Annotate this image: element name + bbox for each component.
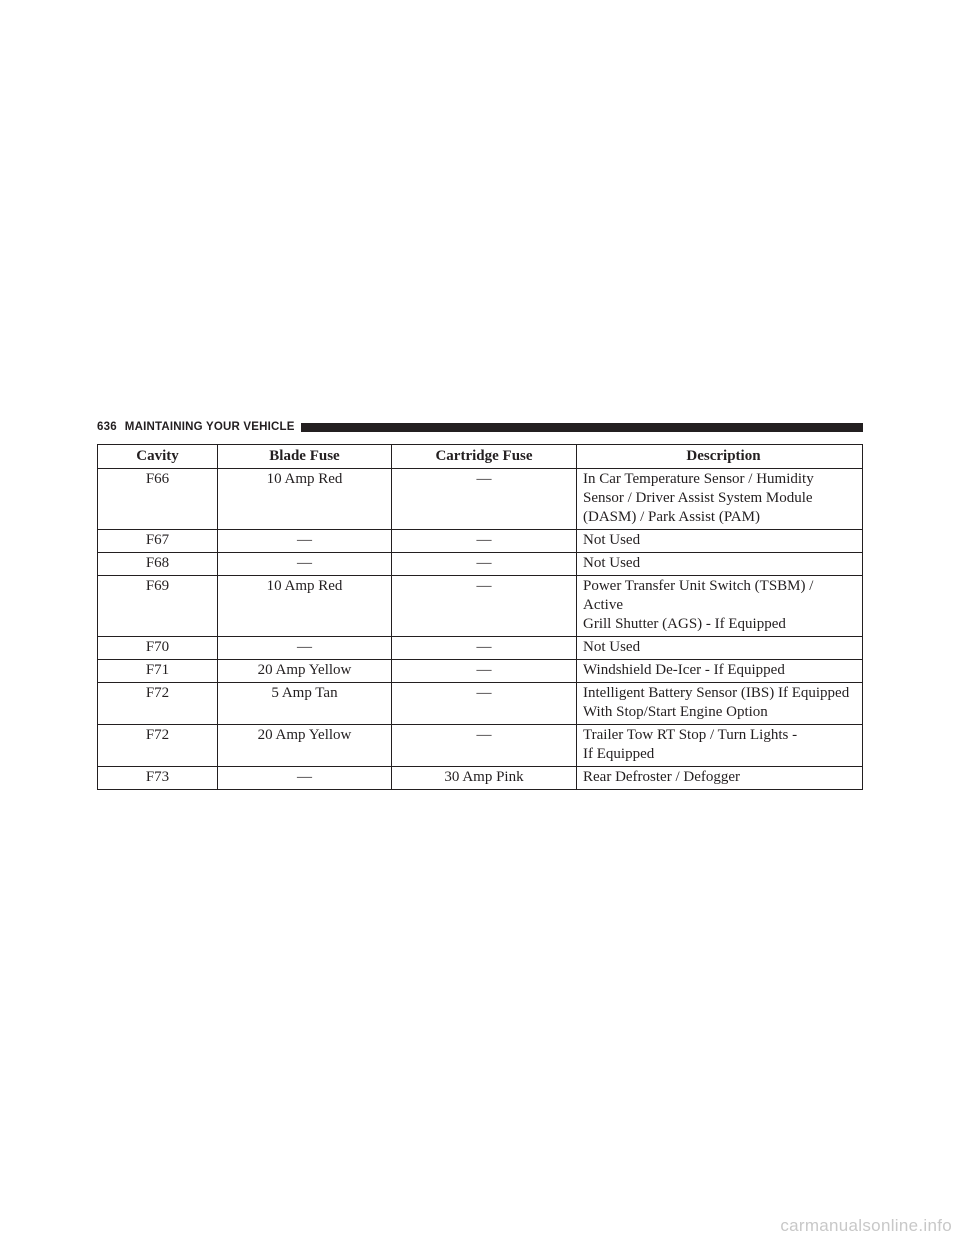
description-line: Trailer Tow RT Stop / Turn Lights - — [583, 727, 798, 743]
page-number: 636 — [97, 421, 117, 433]
cell-blade-fuse: — — [218, 767, 392, 790]
cell-description — [577, 576, 863, 637]
cell-description — [577, 637, 863, 660]
description-line: Intelligent Battery Sensor (IBS) If Equipped — [583, 685, 850, 701]
column-header-cartridge-fuse: Cartridge Fuse — [392, 445, 577, 469]
cell-cavity: F73 — [98, 767, 218, 790]
page-header — [97, 419, 863, 435]
table-row — [98, 683, 863, 725]
fuse-table-body — [98, 469, 863, 790]
header-rule — [301, 423, 863, 432]
description-line: In Car Temperature Sensor / Humidity — [583, 471, 814, 487]
description-line: Power Transfer Unit Switch (TSBM) / Active — [583, 578, 814, 613]
description-line: (DASM) / Park Assist (PAM) — [583, 509, 760, 525]
cell-description — [577, 683, 863, 725]
cell-cavity: F72 — [98, 725, 218, 767]
cell-cartridge-fuse: — — [392, 469, 577, 530]
table-row — [98, 767, 863, 790]
cell-cartridge-fuse: — — [392, 637, 577, 660]
cell-description — [577, 725, 863, 767]
fuse-table — [97, 444, 863, 790]
cell-blade-fuse: 20 Amp Yellow — [218, 660, 392, 683]
cell-cavity: F70 — [98, 637, 218, 660]
section-title: MAINTAINING YOUR VEHICLE — [124, 421, 295, 433]
description-line: Not Used — [583, 639, 641, 655]
table-row — [98, 637, 863, 660]
table-header-row — [98, 445, 863, 469]
cell-cartridge-fuse: — — [392, 683, 577, 725]
cell-blade-fuse: — — [218, 637, 392, 660]
cell-cartridge-fuse: 30 Amp Pink — [392, 767, 577, 790]
column-header-blade-fuse: Blade Fuse — [218, 445, 392, 469]
cell-cartridge-fuse: — — [392, 725, 577, 767]
cell-cavity: F68 — [98, 553, 218, 576]
cell-cavity: F72 — [98, 683, 218, 725]
cell-cavity: F66 — [98, 469, 218, 530]
table-row — [98, 530, 863, 553]
description-line: Sensor / Driver Assist System Module — [583, 490, 813, 506]
cell-cartridge-fuse: — — [392, 553, 577, 576]
cell-blade-fuse: — — [218, 530, 392, 553]
cell-cartridge-fuse: — — [392, 530, 577, 553]
cell-description — [577, 530, 863, 553]
column-header-description: Description — [577, 445, 863, 469]
cell-cavity: F67 — [98, 530, 218, 553]
description-line: Grill Shutter (AGS) - If Equipped — [583, 616, 786, 632]
cell-description — [577, 767, 863, 790]
cell-blade-fuse: — — [218, 553, 392, 576]
cell-description — [577, 469, 863, 530]
cell-cartridge-fuse: — — [392, 660, 577, 683]
cell-description — [577, 660, 863, 683]
description-line: With Stop/Start Engine Option — [583, 704, 768, 720]
description-line: Not Used — [583, 555, 641, 571]
cell-description — [577, 553, 863, 576]
table-row — [98, 553, 863, 576]
cell-cavity: F71 — [98, 660, 218, 683]
column-header-cavity: Cavity — [98, 445, 218, 469]
table-row — [98, 660, 863, 683]
cell-blade-fuse: 10 Amp Red — [218, 469, 392, 530]
cell-blade-fuse: 10 Amp Red — [218, 576, 392, 637]
cell-cartridge-fuse: — — [392, 576, 577, 637]
description-line: Windshield De-Icer - If Equipped — [583, 662, 785, 678]
cell-cavity: F69 — [98, 576, 218, 637]
description-line: Rear Defroster / Defogger — [583, 769, 741, 785]
description-line: If Equipped — [583, 746, 655, 762]
cell-blade-fuse: 20 Amp Yellow — [218, 725, 392, 767]
table-row — [98, 469, 863, 530]
table-row — [98, 725, 863, 767]
cell-blade-fuse: 5 Amp Tan — [218, 683, 392, 725]
table-row — [98, 576, 863, 637]
watermark: carmanualsonline.info — [780, 1216, 952, 1235]
description-line: Not Used — [583, 532, 641, 548]
